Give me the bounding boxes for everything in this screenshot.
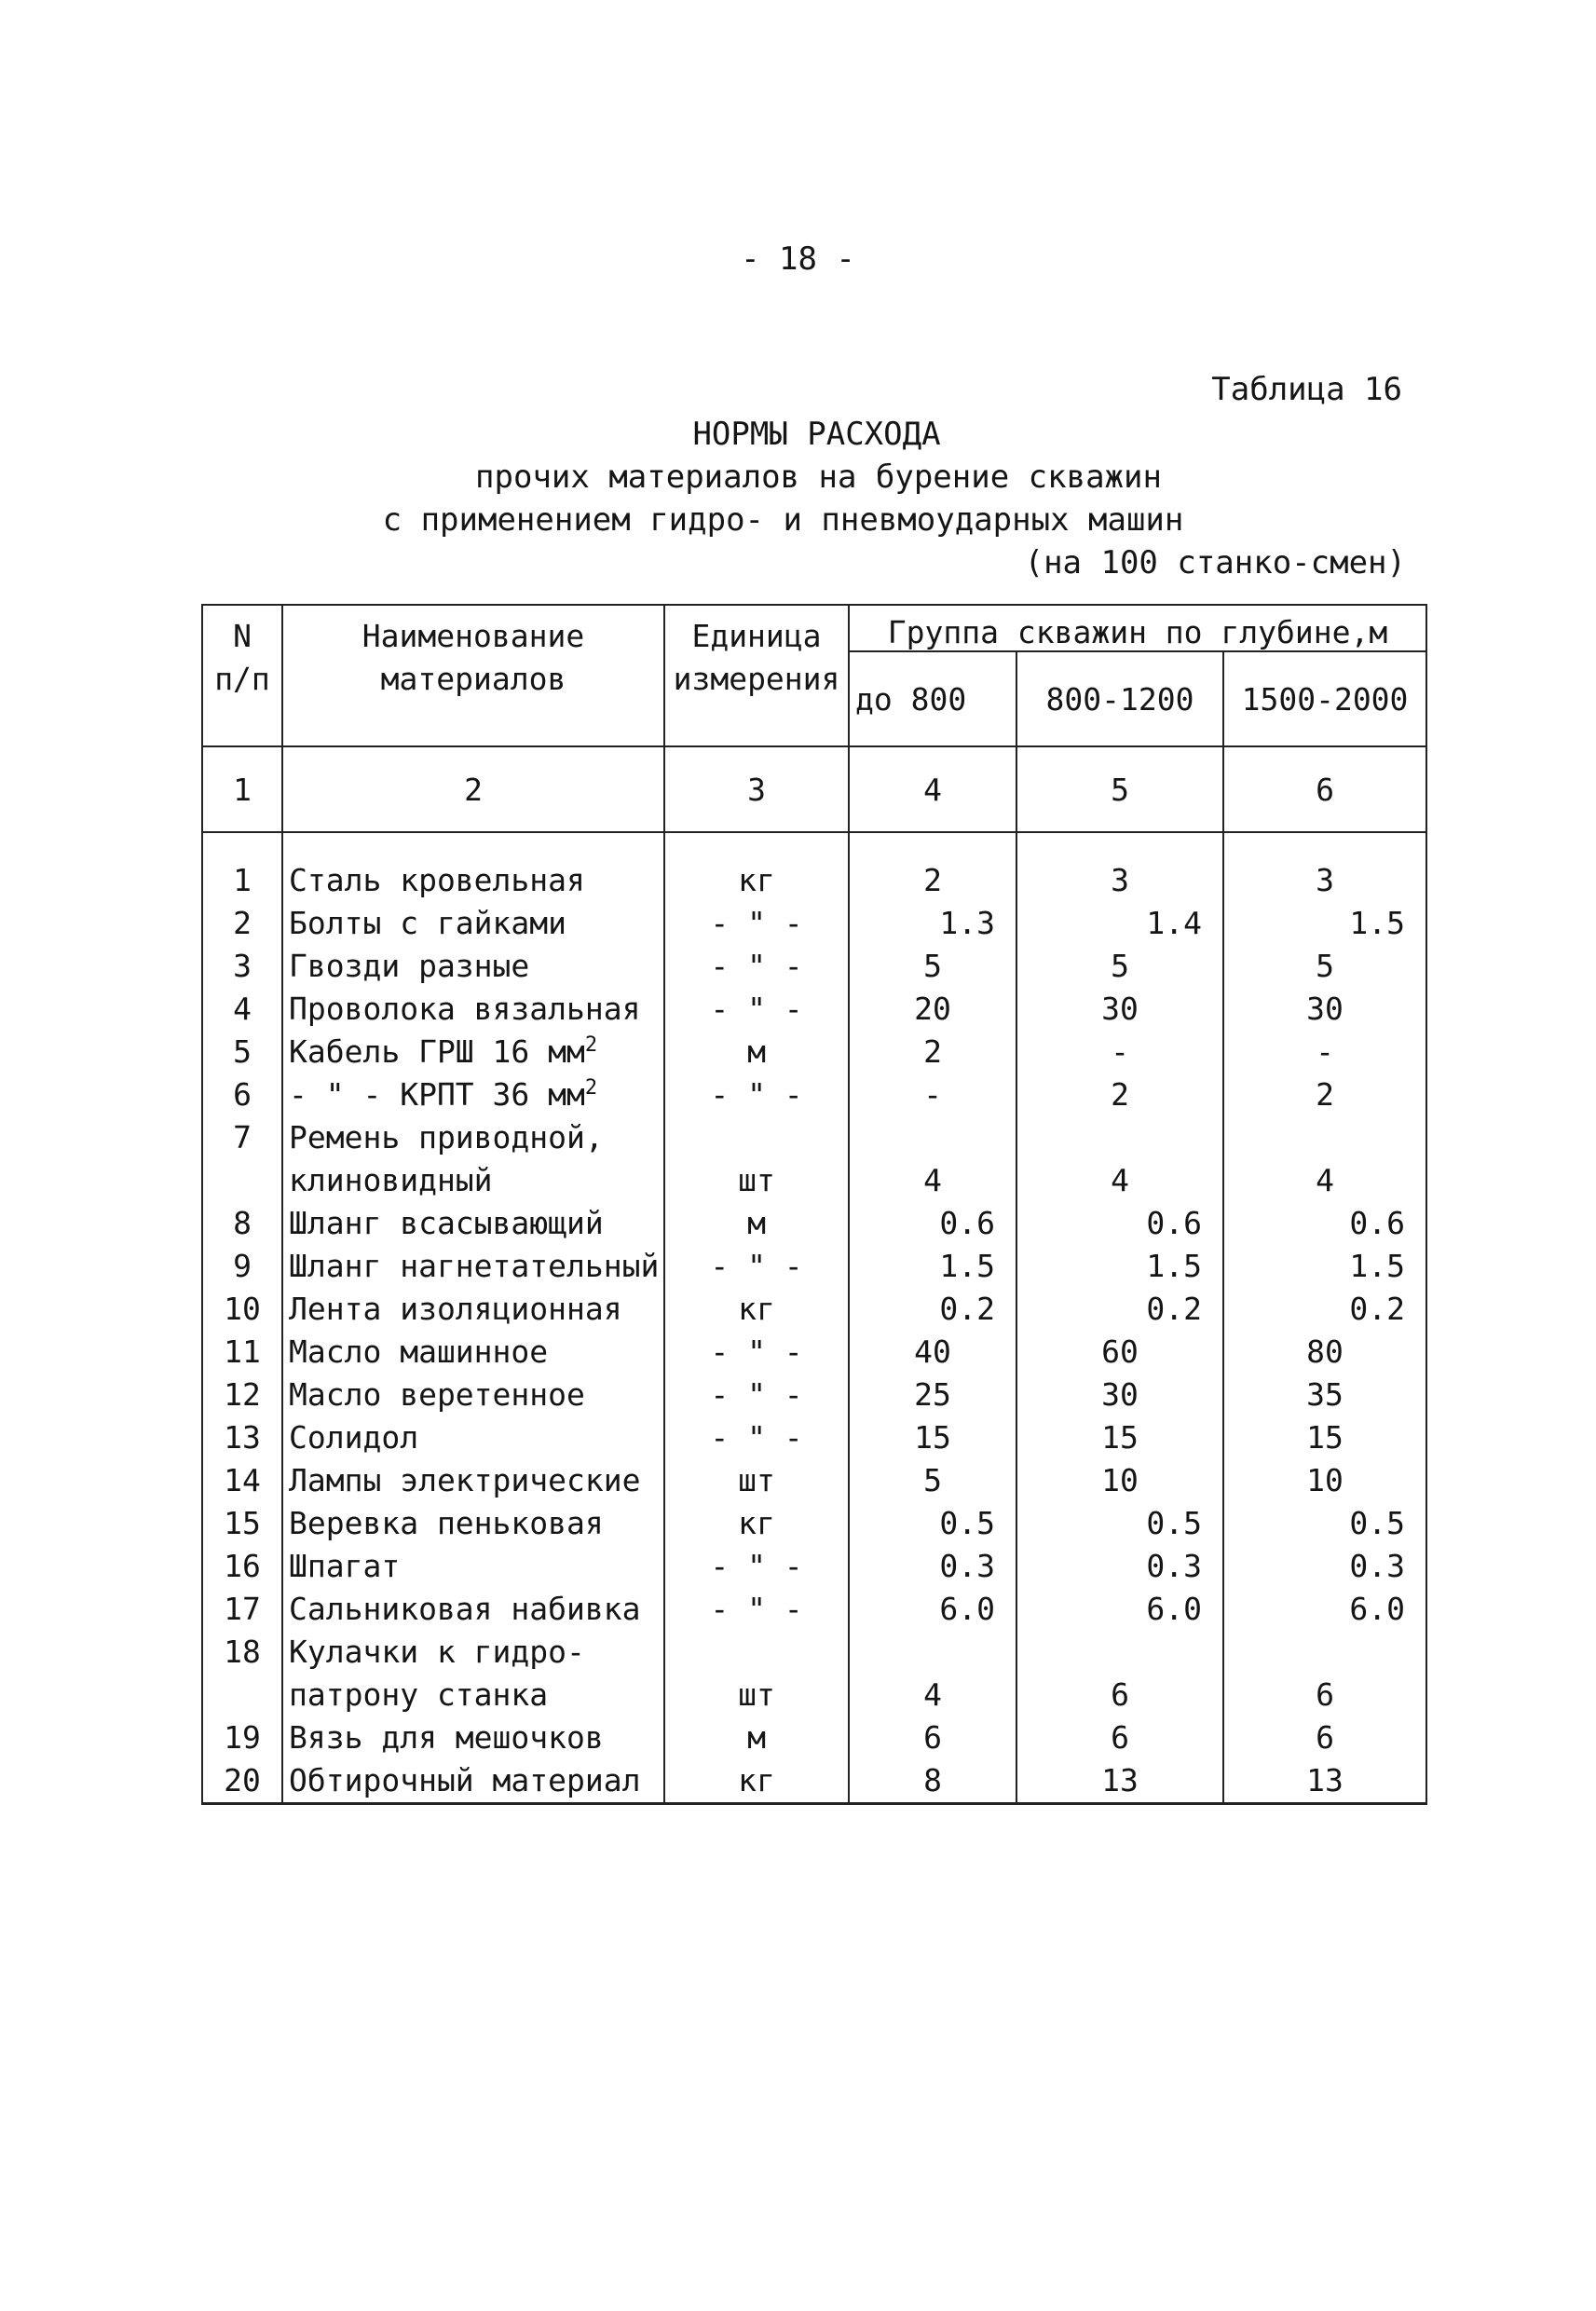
material-name: Шланг всасывающий — [282, 1202, 664, 1245]
value-1500-2000: 0.3 — [1223, 1545, 1426, 1588]
unit-of-measure: - " - — [664, 1073, 849, 1116]
value-800-1200 — [1016, 1116, 1223, 1159]
value-1500-2000: 1.5 — [1223, 902, 1426, 945]
table-row — [202, 1288, 1426, 1331]
header-number — [202, 605, 282, 746]
value-up-to-800: 4 — [849, 1674, 1016, 1716]
table-row — [202, 1588, 1426, 1631]
header-unit-line2: измерения — [673, 661, 840, 697]
table-header — [202, 605, 1426, 746]
table-row — [202, 945, 1426, 988]
unit-of-measure: кг — [664, 1502, 849, 1545]
material-name: Гвозди разные — [282, 945, 664, 988]
table-row — [202, 1116, 1426, 1159]
value-1500-2000: 13 — [1223, 1759, 1426, 1804]
row-number: 17 — [202, 1588, 282, 1631]
material-name: Сталь кровельная — [282, 832, 664, 902]
value-800-1200: 2 — [1016, 1073, 1223, 1116]
unit-of-measure: - " - — [664, 1331, 849, 1374]
unit-of-measure — [664, 1116, 849, 1159]
row-number: 9 — [202, 1245, 282, 1288]
material-name: Ремень приводной, — [282, 1116, 664, 1159]
table-row — [202, 1674, 1426, 1716]
table-row — [202, 1073, 1426, 1116]
value-up-to-800: 4 — [849, 1159, 1016, 1202]
value-up-to-800: 5 — [849, 945, 1016, 988]
value-up-to-800: 0.3 — [849, 1545, 1016, 1588]
row-number: 5 — [202, 1031, 282, 1073]
value-1500-2000: 6 — [1223, 1674, 1426, 1716]
unit-of-measure: - " - — [664, 902, 849, 945]
value-up-to-800: 15 — [849, 1416, 1016, 1459]
header-material-name — [282, 605, 664, 746]
column-number: 3 — [664, 746, 849, 832]
row-number: 12 — [202, 1374, 282, 1416]
value-800-1200: 0.5 — [1016, 1502, 1223, 1545]
row-number: 1 — [202, 832, 282, 902]
value-1500-2000 — [1223, 1631, 1426, 1674]
value-1500-2000: 0.2 — [1223, 1288, 1426, 1331]
unit-of-measure: - " - — [664, 1545, 849, 1588]
unit-of-measure: - " - — [664, 1416, 849, 1459]
header-name-line1: Наименование — [361, 618, 585, 654]
table-subtitle-line1: прочих материалов на бурение скважин — [475, 458, 1162, 496]
value-1500-2000: 35 — [1223, 1374, 1426, 1416]
material-name: Масло веретенное — [282, 1374, 664, 1416]
table-row — [202, 1759, 1426, 1804]
material-name: Обтирочный материал — [282, 1759, 664, 1804]
header-group-1: до 800 — [849, 651, 1016, 746]
row-number: 13 — [202, 1416, 282, 1459]
table-row — [202, 1374, 1426, 1416]
header-unit-line1: Единица — [691, 618, 822, 654]
value-up-to-800: 2 — [849, 1031, 1016, 1073]
material-name: патрону станка — [282, 1674, 664, 1716]
value-up-to-800: 20 — [849, 988, 1016, 1031]
superscript: 2 — [584, 1076, 598, 1100]
row-number — [202, 1674, 282, 1716]
row-number: 20 — [202, 1759, 282, 1804]
table-label: Таблица 16 — [1211, 371, 1402, 408]
value-up-to-800: 2 — [849, 832, 1016, 902]
value-800-1200: 30 — [1016, 988, 1223, 1031]
material-name: Проволока вязальная — [282, 988, 664, 1031]
row-number: 2 — [202, 902, 282, 945]
table-row — [202, 1245, 1426, 1288]
row-number: 6 — [202, 1073, 282, 1116]
row-number: 4 — [202, 988, 282, 1031]
material-name: - " - КРПТ 36 $мм^2$ — [282, 1073, 664, 1116]
value-800-1200: 1.5 — [1016, 1245, 1223, 1288]
value-1500-2000: 30 — [1223, 988, 1426, 1031]
value-up-to-800: 0.2 — [849, 1288, 1016, 1331]
unit-of-measure: м — [664, 1716, 849, 1759]
value-800-1200 — [1016, 1631, 1223, 1674]
value-up-to-800: 0.6 — [849, 1202, 1016, 1245]
value-800-1200: 13 — [1016, 1759, 1223, 1804]
column-number: 6 — [1223, 746, 1426, 832]
value-800-1200: 6 — [1016, 1716, 1223, 1759]
header-number-line1: N — [233, 618, 252, 654]
header-number-line2: п/п — [214, 661, 270, 697]
header-depth-group: Группа скважин по глубине,м — [849, 605, 1426, 651]
norms-table — [201, 604, 1425, 1805]
row-number: 10 — [202, 1288, 282, 1331]
column-number: 1 — [202, 746, 282, 832]
material-name: Шпагат — [282, 1545, 664, 1588]
row-number: 11 — [202, 1331, 282, 1374]
row-number — [202, 1159, 282, 1202]
value-up-to-800 — [849, 1631, 1016, 1674]
header-group-3: 1500-2000 — [1223, 651, 1426, 746]
value-1500-2000: 3 — [1223, 832, 1426, 902]
value-800-1200: 10 — [1016, 1459, 1223, 1502]
material-name: Веревка пеньковая — [282, 1502, 664, 1545]
value-1500-2000: 5 — [1223, 945, 1426, 988]
unit-of-measure: - " - — [664, 988, 849, 1031]
value-1500-2000: 15 — [1223, 1416, 1426, 1459]
header-name-line2: материалов — [380, 661, 566, 697]
value-up-to-800: 40 — [849, 1331, 1016, 1374]
material-name: Вязь для мешочков — [282, 1716, 664, 1759]
row-number: 7 — [202, 1116, 282, 1159]
material-name: Кабель ГРШ 16 $мм^2$ — [282, 1031, 664, 1073]
row-number: 16 — [202, 1545, 282, 1588]
value-800-1200: 5 — [1016, 945, 1223, 988]
header-group-2: 800-1200 — [1016, 651, 1223, 746]
value-1500-2000: 1.5 — [1223, 1245, 1426, 1288]
value-800-1200: 4 — [1016, 1159, 1223, 1202]
value-up-to-800: 0.5 — [849, 1502, 1016, 1545]
unit-of-measure: - " - — [664, 1374, 849, 1416]
value-800-1200: 0.2 — [1016, 1288, 1223, 1331]
row-number: 3 — [202, 945, 282, 988]
material-name: клиновидный — [282, 1159, 664, 1202]
value-1500-2000: 4 — [1223, 1159, 1426, 1202]
table-body — [202, 832, 1426, 1804]
value-800-1200: 0.3 — [1016, 1545, 1223, 1588]
value-up-to-800 — [849, 1116, 1016, 1159]
value-1500-2000: 10 — [1223, 1459, 1426, 1502]
value-up-to-800: 5 — [849, 1459, 1016, 1502]
material-name: Сальниковая набивка — [282, 1588, 664, 1631]
material-name: Солидол — [282, 1416, 664, 1459]
table-row — [202, 832, 1426, 902]
superscript: 2 — [584, 1033, 598, 1057]
value-800-1200: 3 — [1016, 832, 1223, 902]
row-number: 14 — [202, 1459, 282, 1502]
page-number: - 18 - — [741, 240, 855, 278]
value-1500-2000: 80 — [1223, 1331, 1426, 1374]
table-row — [202, 1716, 1426, 1759]
value-800-1200: 6.0 — [1016, 1588, 1223, 1631]
unit-of-measure: кг — [664, 832, 849, 902]
table-row — [202, 1545, 1426, 1588]
table-row — [202, 902, 1426, 945]
value-1500-2000: 2 — [1223, 1073, 1426, 1116]
unit-of-measure: м — [664, 1202, 849, 1245]
value-up-to-800: 1.3 — [849, 902, 1016, 945]
row-number: 18 — [202, 1631, 282, 1674]
value-up-to-800: 1.5 — [849, 1245, 1016, 1288]
value-up-to-800: 8 — [849, 1759, 1016, 1804]
material-name: Лампы электрические — [282, 1459, 664, 1502]
column-number: 2 — [282, 746, 664, 832]
value-1500-2000 — [1223, 1116, 1426, 1159]
table-row — [202, 1031, 1426, 1073]
material-name: Болты с гайками — [282, 902, 664, 945]
value-up-to-800: 6 — [849, 1716, 1016, 1759]
unit-of-measure: шт — [664, 1459, 849, 1502]
value-up-to-800: 25 — [849, 1374, 1016, 1416]
unit-of-measure: шт — [664, 1159, 849, 1202]
material-name: Лента изоляционная — [282, 1288, 664, 1331]
unit-of-measure: кг — [664, 1288, 849, 1331]
value-1500-2000: 6 — [1223, 1716, 1426, 1759]
material-name: Кулачки к гидро- — [282, 1631, 664, 1674]
table-subtitle-line3: (на 100 станко-смен) — [1024, 544, 1406, 581]
value-1500-2000: 0.5 — [1223, 1502, 1426, 1545]
value-800-1200: 0.6 — [1016, 1202, 1223, 1245]
column-number: 5 — [1016, 746, 1223, 832]
value-800-1200: 30 — [1016, 1374, 1223, 1416]
column-number-row — [202, 746, 1426, 832]
material-name: Шланг нагнетательный — [282, 1245, 664, 1288]
row-number: 19 — [202, 1716, 282, 1759]
value-800-1200: 1.4 — [1016, 902, 1223, 945]
unit-of-measure: шт — [664, 1674, 849, 1716]
table-row — [202, 1331, 1426, 1374]
table-row — [202, 988, 1426, 1031]
table-row — [202, 1159, 1426, 1202]
table-subtitle-line2: с применением гидро- и пневмоударных машин — [382, 501, 1184, 539]
column-number: 4 — [849, 746, 1016, 832]
unit-of-measure: - " - — [664, 1245, 849, 1288]
unit-of-measure — [664, 1631, 849, 1674]
unit-of-measure: м — [664, 1031, 849, 1073]
table-row — [202, 1631, 1426, 1674]
value-1500-2000: 6.0 — [1223, 1588, 1426, 1631]
table-row — [202, 1416, 1426, 1459]
table-row — [202, 1202, 1426, 1245]
value-800-1200: 15 — [1016, 1416, 1223, 1459]
table-row — [202, 1502, 1426, 1545]
row-number: 15 — [202, 1502, 282, 1545]
value-1500-2000: 0.6 — [1223, 1202, 1426, 1245]
table-title: НОРМЫ РАСХОДА — [692, 416, 941, 453]
value-800-1200: - — [1016, 1031, 1223, 1073]
value-1500-2000: - — [1223, 1031, 1426, 1073]
row-number: 8 — [202, 1202, 282, 1245]
header-unit — [664, 605, 849, 746]
unit-of-measure: - " - — [664, 1588, 849, 1631]
value-up-to-800: - — [849, 1073, 1016, 1116]
value-800-1200: 60 — [1016, 1331, 1223, 1374]
table-row — [202, 1459, 1426, 1502]
value-800-1200: 6 — [1016, 1674, 1223, 1716]
value-up-to-800: 6.0 — [849, 1588, 1016, 1631]
unit-of-measure: кг — [664, 1759, 849, 1804]
material-name: Масло машинное — [282, 1331, 664, 1374]
unit-of-measure: - " - — [664, 945, 849, 988]
